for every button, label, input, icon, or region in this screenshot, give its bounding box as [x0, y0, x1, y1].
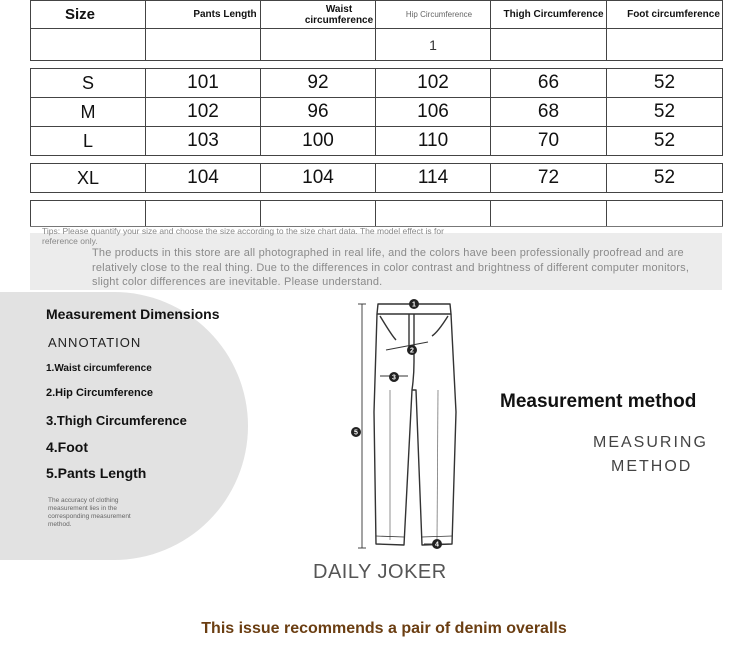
table-row: [31, 69, 723, 98]
dimension-item-foot: 4.Foot: [46, 439, 88, 455]
cell-size: S: [31, 69, 146, 98]
marker-3: [389, 372, 399, 382]
cell-size: L: [31, 127, 146, 156]
annotation-label: ANNOTATION: [48, 335, 142, 350]
cell-thigh: 68: [491, 98, 607, 127]
cell-hip: 106: [376, 98, 491, 127]
size-table: [30, 0, 723, 227]
cell-size: XL: [31, 164, 146, 193]
table-row: [31, 98, 723, 127]
recommendation-text: This issue recommends a pair of denim overalls: [201, 620, 567, 637]
svg-text:5: 5: [354, 429, 358, 437]
cell-pants-length: 101: [146, 69, 261, 98]
size-chart: [30, 0, 722, 227]
cell-foot: 52: [607, 164, 723, 193]
table-row: [31, 164, 723, 193]
cell-thigh: 72: [491, 164, 607, 193]
cell-foot: 52: [607, 98, 723, 127]
brand-logo: DAILY JOKER: [313, 561, 447, 583]
table-row: [31, 127, 723, 156]
cell-pants-length: 102: [146, 98, 261, 127]
cell-size: M: [31, 98, 146, 127]
header-pants-length: Pants Length: [146, 1, 261, 29]
table-cell: [607, 29, 723, 61]
dimension-item-hip: 2.Hip Circumference: [46, 387, 153, 399]
size-tips: Tips: Please quantify your size and choose the size according to the size chart data. The model effect is for reference only.: [42, 226, 444, 246]
accuracy-note: The accuracy of clothing measurement lies in the corresponding measurement method.: [48, 497, 131, 528]
cell-waist: 96: [261, 98, 376, 127]
header-foot: Foot circumference: [607, 1, 723, 29]
measurement-method-title: Measurement method: [500, 391, 697, 412]
size-table-header: [31, 1, 723, 29]
measuring-line-2: METHOD: [611, 458, 693, 475]
table-cell: 1: [376, 29, 491, 61]
svg-text:3: 3: [392, 374, 396, 382]
dimension-item-thigh: 3.Thigh Circumference: [46, 413, 187, 428]
header-hip: Hip Circumference: [376, 1, 491, 29]
table-row-blank: [31, 201, 723, 227]
dimension-item-pants-length: 5.Pants Length: [46, 465, 147, 481]
table-cell: [146, 29, 261, 61]
cell-pants-length: 104: [146, 164, 261, 193]
marker-1: [409, 299, 419, 309]
cell-waist: 92: [261, 69, 376, 98]
cell-thigh: 66: [491, 69, 607, 98]
color-disclaimer: The products in this store are all photographed in real life, and the colors have been professionally proofread and are relatively close to the real thing. Due to the differences in color contrast and brightness of different computer monitors, slight color differences are inevitable. Please understand.: [92, 247, 690, 288]
svg-text:1: 1: [412, 301, 416, 309]
cell-waist: 104: [261, 164, 376, 193]
header-waist: Waist circumference: [261, 1, 376, 29]
measurement-dimensions-title: Measurement Dimensions: [46, 306, 220, 322]
marker-5: [351, 427, 361, 437]
cell-foot: 52: [607, 69, 723, 98]
cell-thigh: 70: [491, 127, 607, 156]
pants-diagram-icon: [300, 292, 480, 557]
marker-4: [432, 539, 442, 549]
cell-hip: 110: [376, 127, 491, 156]
table-cell: [31, 29, 146, 61]
measuring-line-1: MEASURING: [593, 434, 708, 451]
header-size: Size: [31, 1, 146, 29]
cell-pants-length: 103: [146, 127, 261, 156]
cell-hip: 102: [376, 69, 491, 98]
header-thigh: Thigh Circumference: [491, 1, 607, 29]
table-cell: [491, 29, 607, 61]
cell-foot: 52: [607, 127, 723, 156]
measuring-method-subtitle: [593, 431, 708, 479]
table-cell: [261, 29, 376, 61]
svg-text:2: 2: [410, 347, 414, 355]
svg-text:4: 4: [435, 541, 439, 549]
cell-hip: 114: [376, 164, 491, 193]
marker-2: [407, 345, 417, 355]
cell-waist: 100: [261, 127, 376, 156]
table-row-blank: [31, 29, 723, 61]
dimension-item-waist: 1.Waist circumference: [46, 363, 152, 374]
